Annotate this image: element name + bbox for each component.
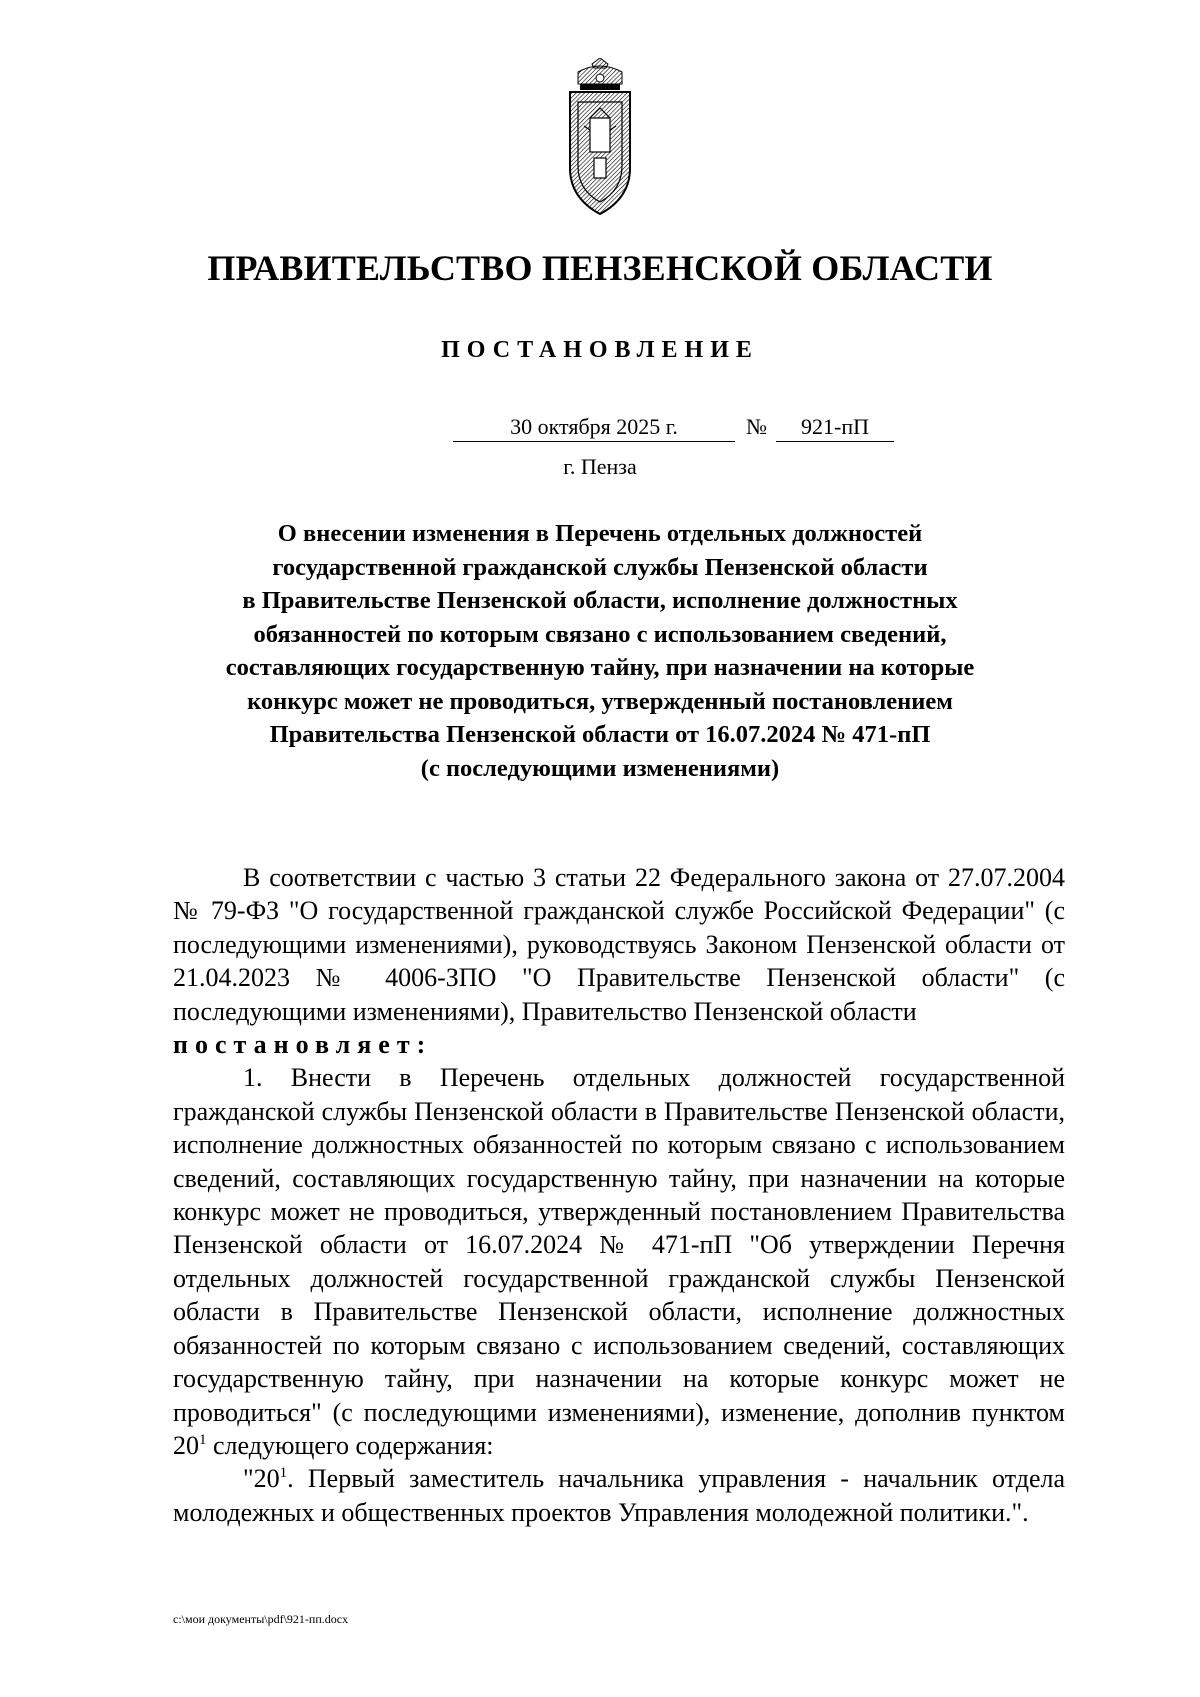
resolves-word: постановляет:	[173, 1030, 433, 1060]
document-heading	[180, 517, 1020, 785]
organization-title: ПРАВИТЕЛЬСТВО ПЕНЗЕНСКОЙ ОБЛАСТИ	[207, 248, 993, 288]
document-type: ПОСТАНОВЛЕНИЕ	[441, 337, 759, 363]
document-city: г. Пенза	[563, 454, 637, 479]
coat-of-arms-icon	[564, 58, 636, 218]
item-1-text: 1. Внести в Перечень отдельных должностей государственной гражданской службы Пензенской области в Правительстве Пензенской области, исполнение должностных обязанностей по которым связано с использованием сведений, составляющих государственную тайну, при назначении на которые конкурс может не проводиться, утвержденный постановлением Правительства Пензенской области от 16.07.2024 № 471-пП "Об утверждении Перечня отдельных должностей государственной гражданской службы Пензенской области в Правительстве Пензенской области, исполнение должностных обязанностей по которым связано с использованием сведений, составляющих государственную тайну, при назначении на которые конкурс может не проводиться" (с последующими изменениями), изменение, дополнив пунктом 20	[173, 1063, 1065, 1460]
item-1-tail: следующего содержания:	[206, 1430, 494, 1460]
number-sign: №	[746, 414, 767, 439]
heading-line: О внесении изменения в Перечень отдельных должностей	[277, 520, 923, 547]
document-date: 30 октября 2025 г.	[453, 413, 735, 442]
heading-line: конкурс может не проводиться, утвержденный постановлением	[247, 687, 953, 715]
quote-superscript: 1	[279, 1465, 288, 1482]
heading-line: Правительства Пензенской области от 16.07.2024 № 471-пП	[269, 721, 931, 748]
footer-file-path: c:\мои документы\pdf\921-пп.docx	[173, 1612, 349, 1626]
heading-line: составляющих государственную тайну, при назначении на которые	[225, 654, 975, 681]
heading-line: (с последующими изменениями)	[420, 754, 780, 782]
preamble-paragraph: В соответствии с частью 3 статьи 22 Федерального закона от 27.07.2004 № 79-ФЗ "О государственной гражданской службе Российской Федерации" (с последующими изменениями), руководствуясь Законом Пензенской области от 21.04.2023 № 4006-ЗПО "О Правительстве Пензенской области" (с последующими изменениями), Правительство Пензенской области	[173, 863, 1065, 1026]
document-body	[173, 861, 1065, 1529]
heading-line: обязанностей по которым связано с использованием сведений,	[253, 620, 947, 648]
quote-text: . Первый заместитель начальника управления - начальник отдела молодежных и общественных проектов Управления молодежной политики.".	[173, 1464, 1065, 1527]
item-1-paragraph	[173, 1061, 1065, 1462]
item-1-superscript: 1	[199, 1431, 207, 1448]
document-number: 921-пП	[776, 413, 894, 442]
resolves-paragraph	[173, 1028, 1065, 1061]
heading-line: в Правительстве Пензенской области, исполнение должностных	[242, 587, 958, 614]
quote-paragraph	[173, 1462, 1065, 1529]
heading-line: государственной гражданской службы Пензенской области	[272, 553, 928, 581]
quote-number: "20	[243, 1464, 280, 1494]
